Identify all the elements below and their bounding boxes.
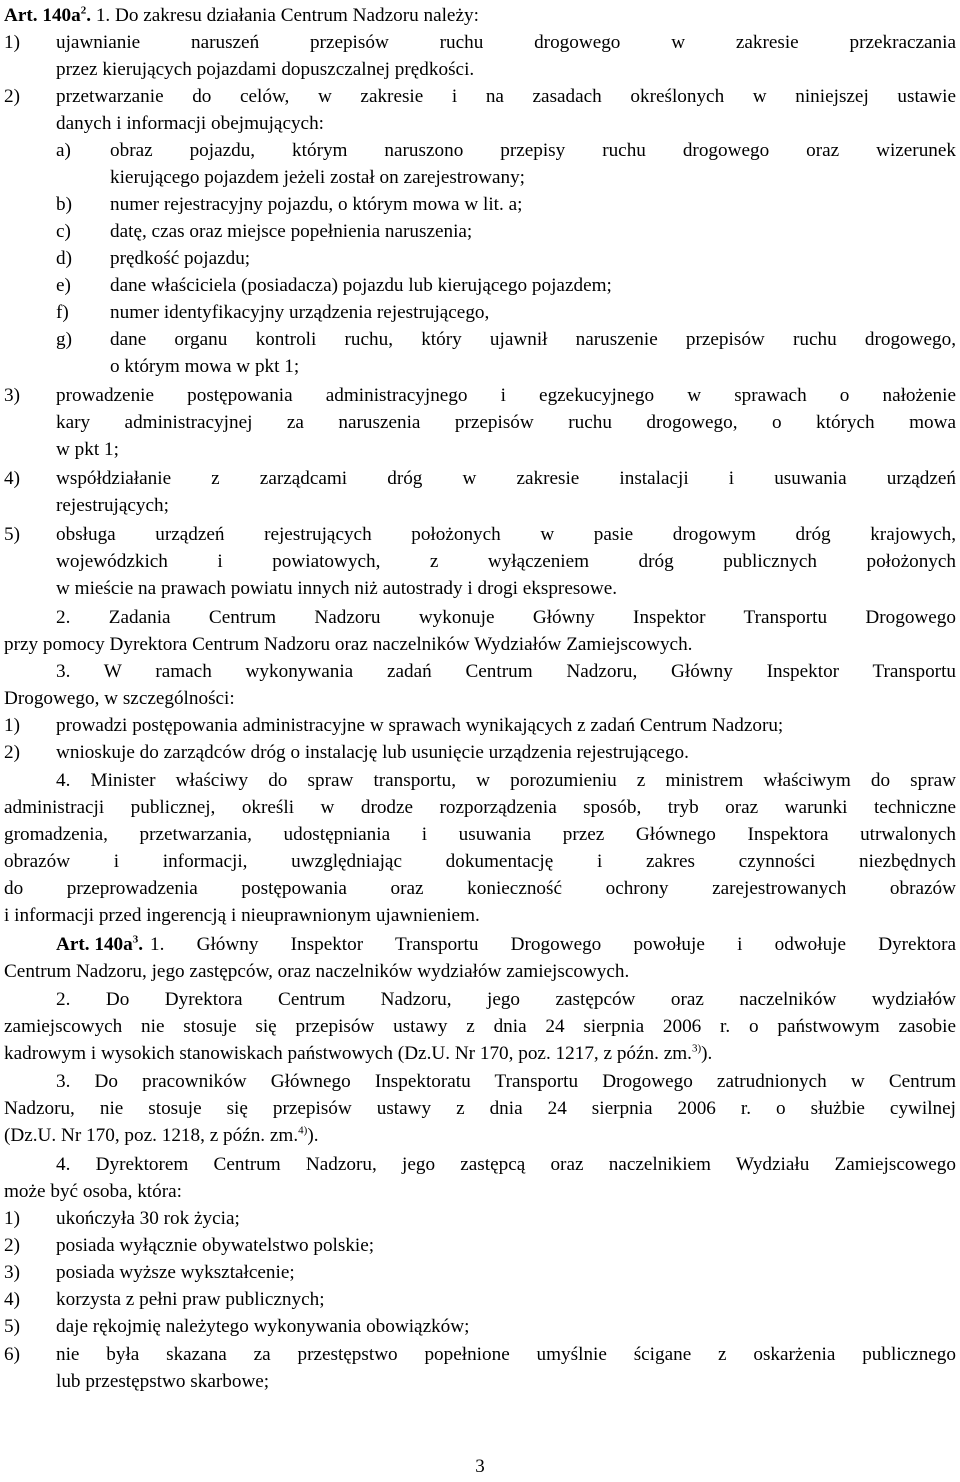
footnote-ref: 4) [298,1124,308,1137]
list-item-3-cont: kary administracyjnej za naruszenia przepisów ruchu drogowego, o których mowa [56,412,956,433]
paragraph-1-intro: 1. Do zakresu działania Centrum Nadzoru należy: [95,5,479,26]
art3-paragraph-4: 4. Dyrektorem Centrum Nadzoru, jego zastępcą oraz naczelnikiem Wydziału Zamiejscowego [56,1154,956,1175]
paragraph-4-l4: obrazów i informacji, uwzględniając dokumentację i zakres czynności niezbędnych [4,851,956,872]
paragraph-4-l5: do przeprowadzenia postępowania oraz konieczność ochrony zarejestrowanych obrazów [4,878,956,899]
list-item-1-cont: przez kierujących pojazdami dopuszczalnej prędkości. [56,59,475,80]
paragraph-2-cont: przy pomocy Dyrektora Centrum Nadzoru oraz naczelników Wydziałów Zamiejscowych. [4,634,693,655]
art3-paragraph-1-cont: Centrum Nadzoru, jego zastępców, oraz naczelników wydziałów zamiejscowych. [4,961,630,982]
paragraph-4-l2: administracji publicznej, określi w drodze rozporządzenia sposób, tryb oraz warunki techniczne [4,797,956,818]
art3-paragraph-2-l3: kadrowym i wysokich stanowiskach państwowych (Dz.U. Nr 170, poz. 1217, z późn. zm.$^{3)}$). [4,1042,713,1064]
list-item-5-cont: wojewódzkich i powiatowych, z wyłączeniem dróg publicznych położonych [56,551,956,572]
subitem-g-cont: o którym mowa w pkt 1; [110,356,300,377]
list-item-3-cont2: w pkt 1; [56,439,119,460]
art3-list-item-6-cont: lub przestępstwo skarbowe; [56,1371,270,1392]
paragraph-2: 2. Zadania Centrum Nadzoru wykonuje Główny Inspektor Transportu Drogowego [56,607,956,628]
paragraph-4: 4. Minister właściwy do spraw transportu, w porozumieniu z ministrem właściwym do spraw [56,770,956,791]
art3-paragraph-4-l2: może być osoba, która: [4,1181,182,1202]
art3-paragraph-2-l2: zamiejscowych nie stosuje się przepisów ustawy z dnia 24 sierpnia 2006 r. o państwowym zasobie [4,1016,956,1037]
list-item-4-cont: rejestrujących; [56,495,169,516]
paragraph-4-l3: gromadzenia, przetwarzania, udostępniania i usuwania przez Głównego Inspektora utrwalonych [4,824,956,845]
art3-paragraph-2: 2. Do Dyrektora Centrum Nadzoru, jego zastępców oraz naczelników wydziałów [56,989,956,1010]
subitem-a-cont: kierującego pojazdem jeżeli został on zarejestrowany; [110,167,526,188]
art3-paragraph-3: 3. Do pracowników Głównego Inspektoratu Transportu Drogowego zatrudnionych w Centrum [56,1071,956,1092]
paragraph-3: 3. W ramach wykonywania zadań Centrum Nadzoru, Główny Inspektor Transportu [56,661,956,682]
list-item-2-cont: danych i informacji obejmujących: [56,113,324,134]
article-140a2-heading-line [4,2,956,29]
paragraph-4-l6: i informacji przed ingerencją i nieuprawnionym ujawnieniem. [4,905,480,926]
list-item-5-cont2: w mieście na prawach powiatu innych niż autostrady i drogi ekspresowe. [56,578,618,599]
article-heading: Art. $140a^3$. [56,933,144,955]
page-number: 3 [475,1456,485,1477]
article-140a3-heading-line: Art. $140a^3$. 1. Główny Inspektor Transportu Drogowego powołuje i odwołuje Dyrektora [56,931,956,958]
art3-paragraph-3-l2: Nadzoru, nie stosuje się przepisów ustawy z dnia 24 sierpnia 2006 r. o służbie cywilnej [4,1098,956,1119]
footnote-ref: 3) [691,1042,702,1055]
paragraph-3-cont: Drogowego, w szczególności: [4,688,235,709]
article-heading: Art. $140a^2$. [4,4,92,26]
art3-paragraph-3-l3: (Dz.U. Nr 170, poz. 1218, z późn. zm.$^{4)}$). [4,1124,319,1146]
